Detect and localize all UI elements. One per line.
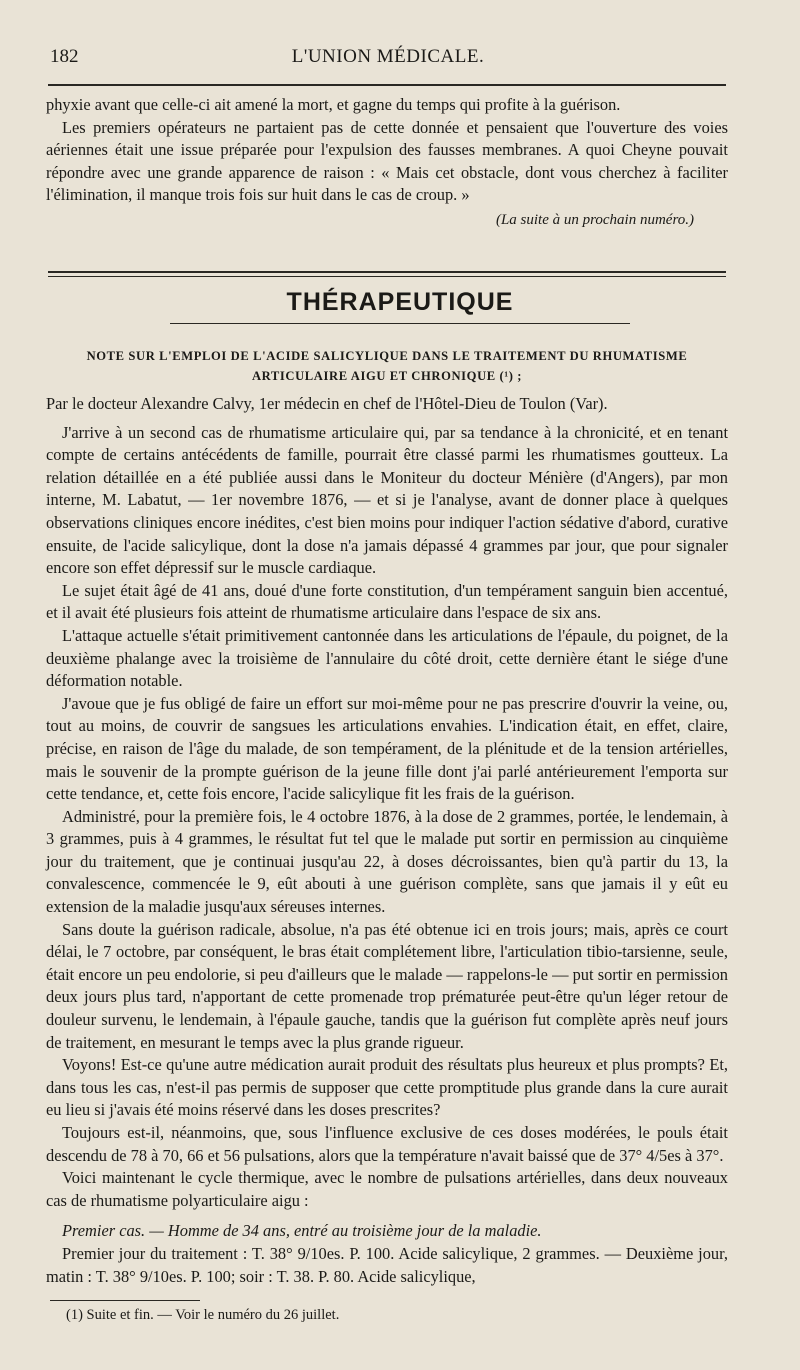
paragraph: Toujours est-il, néanmoins, que, sous l'influence exclusive de ces doses modérées, le pouls était descendu de 78 à 70, 66 et 56 pulsations, alors que la température n'avait baissé que de 37° 4/5es à 37°. <box>46 1123 728 1165</box>
paragraph: J'avoue que je fus obligé de faire un effort sur moi-même pour ne pas prescrire d'ouvrir la veine, ou, tout au moins, de couvrir de sangsues les articulations envahies. L'indication était, en effet, claire, précise, en raison de l'âge du malade, de son tempérament, de la plénitude et de la tension artérielles, mais le souvenir de la prompte guérison de la jeune fille dont j'ai parlé antérieurement l'emporta sur cette tendance, et, cette fois encore, l'acide salicylique fit les frais de la guérison. <box>46 693 728 804</box>
case-heading: Premier cas. — Homme de 34 ans, entré au troisième jour de la maladie. <box>62 1221 542 1241</box>
article-title-line-1: NOTE SUR L'EMPLOI DE L'ACIDE SALICYLIQUE DANS LE TRAITEMENT DU RHUMATISME <box>86 349 688 363</box>
article-title <box>46 346 728 386</box>
footnote-rule <box>50 1300 200 1301</box>
section-title: THÉRAPEUTIQUE <box>286 288 514 316</box>
intro-paragraph-1: phyxie avant que celle-ci ait amené la mort, et gagne du temps qui profite à la guérison. <box>46 95 621 114</box>
journal-title: L'UNION MÉDICALE. <box>291 46 485 67</box>
section-rule-top <box>48 271 726 273</box>
paragraph: Voyons! Est-ce qu'une autre médication aurait produit des résultats plus heureux et plus prompts? Et, dans tous les cas, n'est-il pas permis de supposer que cette promptitude plus grande dans la cure aurait eu lieu si j'avais été moins réservé dans les doses prescrites? <box>46 1055 728 1120</box>
title-underline <box>170 323 630 324</box>
article-body <box>46 393 728 1288</box>
section-rule-thin <box>48 276 726 277</box>
paragraph: Administré, pour la première fois, le 4 octobre 1876, à la dose de 2 grammes, portée, le lendemain, à 3 grammes, puis à 4 grammes, le résultat fut tel que le malade put sortir en permission au cinquième jour du traitement, que je continuai jusqu'au 22, à doses décroissantes, bien qu'à partir du 13, la convalescence, commencée le 9, eût abouti à une guérison complète, sans que jamais il y eût eu extension de la maladie jusqu'aux séreuses internes. <box>46 806 728 917</box>
page-number: 182 <box>50 46 79 67</box>
paragraph: J'arrive à un second cas de rhumatisme articulaire qui, par sa tendance à la chronicité, et en tenant compte de certains antécédents de famille, pourrait être classé parmi les rhumatismes goutteux. La relation détaillée en a été publiée aussi dans le Moniteur du docteur Ménière (d'Angers), par mon interne, M. Labatut, — 1er novembre 1876, — et si je l'analyse, avant de donner place à quelques observations cliniques encore inédites, c'est bien moins pour indiquer l'action sédative d'abord, curative ensuite, de l'acide salicylique, dont la dose n'a jamais dépassé 4 grammes par jour, que pour signaler encore son effet dépressif sur le muscle cardiaque. <box>46 422 728 578</box>
case-line: Premier jour du traitement : T. 38° 9/10es. P. 100. Acide salicylique, 2 grammes. — Deuxième jour, matin : T. 38° 9/10es. P. 100; soir : T. 38. P. 80. Acide salicylique, <box>46 1243 728 1286</box>
paragraph: L'attaque actuelle s'était primitivement cantonnée dans les articulations de l'épaule, du poignet, de la deuxième phalange avec la troisième de l'annulaire du côté droit, cette dernière étant le siége d'une déformation notable. <box>46 625 728 691</box>
header-rule <box>48 84 726 86</box>
paragraph: Sans doute la guérison radicale, absolue, n'a pas été obtenue ici en trois jours; mais, après ce court délai, le 7 octobre, par conséquent, le bras était complétement libre, l'articulation tibio-tarsienne, seule, était encore un peu endolorie, si peu d'ailleurs que le malade — rappelons-le — put sortir en permission deux jours plus tard, n'apportant de cette promenade trop prématurée peut-être qu'un léger retour de douleur survenu, le lendemain, à l'épaule gauche, tandis que la guérison fut complète après neuf jours de traitement, en mesurant le temps avec la plus grande rigueur. <box>46 919 728 1052</box>
paragraph: Le sujet était âgé de 41 ans, doué d'une forte constitution, d'un tempérament sanguin bien accentué, et il avait été plusieurs fois atteint de rhumatisme articulaire dans l'espace de six ans. <box>46 580 728 623</box>
intro-paragraph-2: Les premiers opérateurs ne partaient pas de cette donnée et pensaient que l'ouverture des voies aériennes était une issue préparée pour l'expulsion des fausses membranes. A quoi Cheyne pouvait répondre avec une grande apparence de raison : « Mais cet obstacle, dont vous cherchez à faciliter l'élimination, il manque trois fois sur huit dans le cas de croup. » <box>46 117 728 205</box>
continuation-note: (La suite à un prochain numéro.) <box>495 211 694 228</box>
paragraph: Voici maintenant le cycle thermique, avec le nombre de pulsations artérielles, dans deux nouveaux cas de rhumatisme polyarticulaire aigu : <box>46 1168 728 1210</box>
article-title-line-2: ARTICULAIRE AIGU ET CHRONIQUE (¹) ; <box>251 369 523 383</box>
article-author: Par le docteur Alexandre Calvy, 1er médecin en chef de l'Hôtel-Dieu de Toulon (Var). <box>46 394 608 413</box>
footnote: (1) Suite et fin. — Voir le numéro du 26 juillet. <box>66 1307 340 1323</box>
intro-text <box>46 94 728 232</box>
page-header <box>50 46 726 76</box>
